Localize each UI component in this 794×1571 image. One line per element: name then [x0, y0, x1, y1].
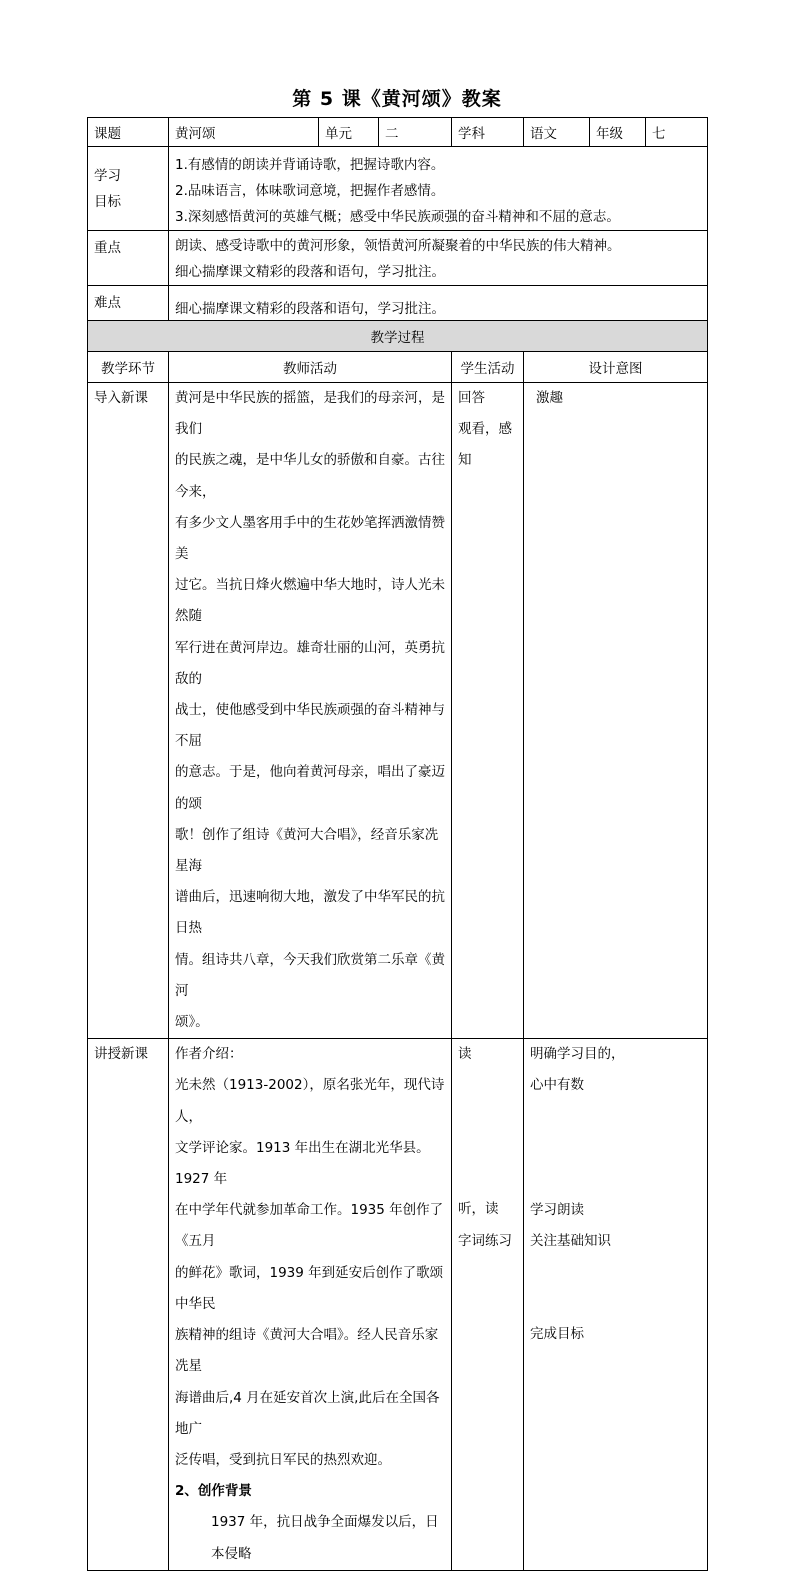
col-header-student: 学生活动: [452, 352, 524, 383]
page-title: 第 5 课《黄河颂》教案: [292, 88, 502, 110]
teacher-line: 谱曲后，迅速响彻大地，激发了中华军民的抗日热: [175, 889, 445, 937]
key-points-content: [169, 231, 708, 286]
unit-label: 单元: [319, 118, 379, 147]
lesson-label: 课题: [88, 118, 169, 147]
key-points-label: 重点: [88, 231, 169, 286]
teacher-line: 过它。当抗日烽火燃遍中华大地时，诗人光未然随: [175, 577, 445, 625]
intent-line: 完成目标: [530, 1326, 584, 1343]
lesson-value: 黄河颂: [169, 118, 319, 147]
stage-new-lesson: 讲授新课: [88, 1039, 169, 1570]
teacher-line: 光未然（1913-2002），原名张光年，现代诗人，: [175, 1077, 445, 1125]
teacher-line: 黄河是中华民族的摇篮，是我们的母亲河，是我们: [175, 390, 445, 438]
intent-line: 学习朗读: [530, 1201, 584, 1218]
objective-item: 3.深刻感悟黄河的英雄气概；感受中华民族顽强的奋斗精神和不屈的意志。: [175, 209, 620, 225]
difficulties-row: [88, 286, 708, 321]
student-line: 听，读: [458, 1201, 499, 1218]
objectives-content: [169, 147, 708, 231]
teacher-line: 有多少文人墨客用手中的生花妙笔挥洒激情赞美: [175, 514, 445, 563]
grade-value: 七: [646, 118, 708, 147]
subject-value: 语文: [524, 118, 590, 147]
col-header-intent: 设计意图: [524, 352, 708, 383]
process-row-intro: [88, 383, 708, 1039]
design-intent-new-lesson: [524, 1039, 708, 1570]
student-line: 回答: [458, 390, 485, 406]
design-intent-intro: [524, 383, 708, 1039]
difficulties-content: 细心揣摩课文精彩的段落和语句，学习批注。: [169, 286, 708, 321]
process-row-new-lesson: [88, 1039, 708, 1570]
teacher-line: 颂》。: [175, 1014, 209, 1031]
teacher-line: 歌！创作了组诗《黄河大合唱》，经音乐家冼星海: [175, 826, 439, 875]
teacher-subheading: 2、创作背景: [175, 1483, 252, 1500]
col-header-teacher: 教师活动: [169, 352, 452, 383]
unit-value: 二: [379, 118, 452, 147]
grade-label: 年级: [590, 118, 646, 147]
objective-item: 2.品味语言，体味歌词意境，把握作者感情。: [175, 183, 445, 199]
student-line: 读: [458, 1046, 472, 1063]
student-activity-intro: [452, 383, 524, 1039]
stage-intro: 导入新课: [88, 383, 169, 1039]
col-header-stage: 教学环节: [88, 352, 169, 383]
key-point-line: 朗读、感受诗歌中的黄河形象，领悟黄河所凝聚着的中华民族的伟大精神。: [175, 238, 621, 254]
objectives-label-line: 目标: [94, 193, 121, 210]
teacher-line: 1937 年，抗日战争全面爆发以后，日本侵略: [211, 1514, 439, 1562]
student-line: 字词练习: [458, 1232, 512, 1249]
objectives-label-line: 学习: [94, 167, 121, 184]
teacher-line: 泛传唱，受到抗日军民的热烈欢迎。: [175, 1451, 391, 1468]
process-header-row: [88, 352, 708, 383]
teacher-line: 情。组诗共八章，今天我们欣赏第二乐章《黄河: [175, 951, 445, 999]
lesson-plan-table: [87, 117, 708, 1571]
student-activity-new-lesson: [452, 1039, 524, 1570]
teacher-line: 的鲜花》歌词，1939 年到延安后创作了歌颂中华民: [175, 1264, 444, 1312]
difficulties-label: 难点: [88, 286, 169, 321]
intent-line: 关注基础知识: [530, 1232, 611, 1249]
key-points-row: [88, 231, 708, 286]
teacher-line: 的意志。于是，他向着黄河母亲，唱出了豪迈的颂: [175, 764, 445, 812]
teacher-activity-intro: [169, 383, 452, 1039]
header-row: [88, 118, 708, 147]
teacher-line: 在中学年代就参加革命工作。1935 年创作了《五月: [175, 1202, 444, 1250]
process-section-title: 教学过程: [88, 321, 708, 352]
teacher-line: 战士，使他感受到中华民族顽强的奋斗精神与不屈: [175, 702, 445, 750]
teacher-line: 族精神的组诗《黄河大合唱》。经人民音乐家冼星: [175, 1327, 439, 1375]
intent-line: 激趣: [536, 390, 563, 406]
objectives-label: [88, 147, 169, 231]
subject-label: 学科: [452, 118, 524, 147]
teacher-activity-new-lesson: [169, 1039, 452, 1570]
process-section-row: [88, 321, 708, 352]
teacher-line: 军行进在黄河岸边。雄奇壮丽的山河，英勇抗敌的: [175, 639, 445, 687]
key-point-line: 细心揣摩课文精彩的段落和语句，学习批注。: [175, 264, 445, 280]
teacher-line: 作者介绍：: [175, 1046, 243, 1063]
objective-item: 1.有感情的朗读并背诵诗歌，把握诗歌内容。: [175, 157, 445, 173]
teacher-line: 文学评论家。1913 年出生在湖北光华县。1927 年: [175, 1139, 430, 1188]
intent-line: 心中有数: [530, 1077, 584, 1094]
teacher-line: 海谱曲后,4 月在延安首次上演,此后在全国各地广: [175, 1389, 440, 1437]
student-line: 观看，感知: [458, 421, 512, 469]
teacher-line: 的民族之魂，是中华儿女的骄傲和自豪。古往今来，: [175, 452, 445, 500]
intent-line: 明确学习目的，: [530, 1046, 625, 1063]
objectives-row: [88, 147, 708, 231]
